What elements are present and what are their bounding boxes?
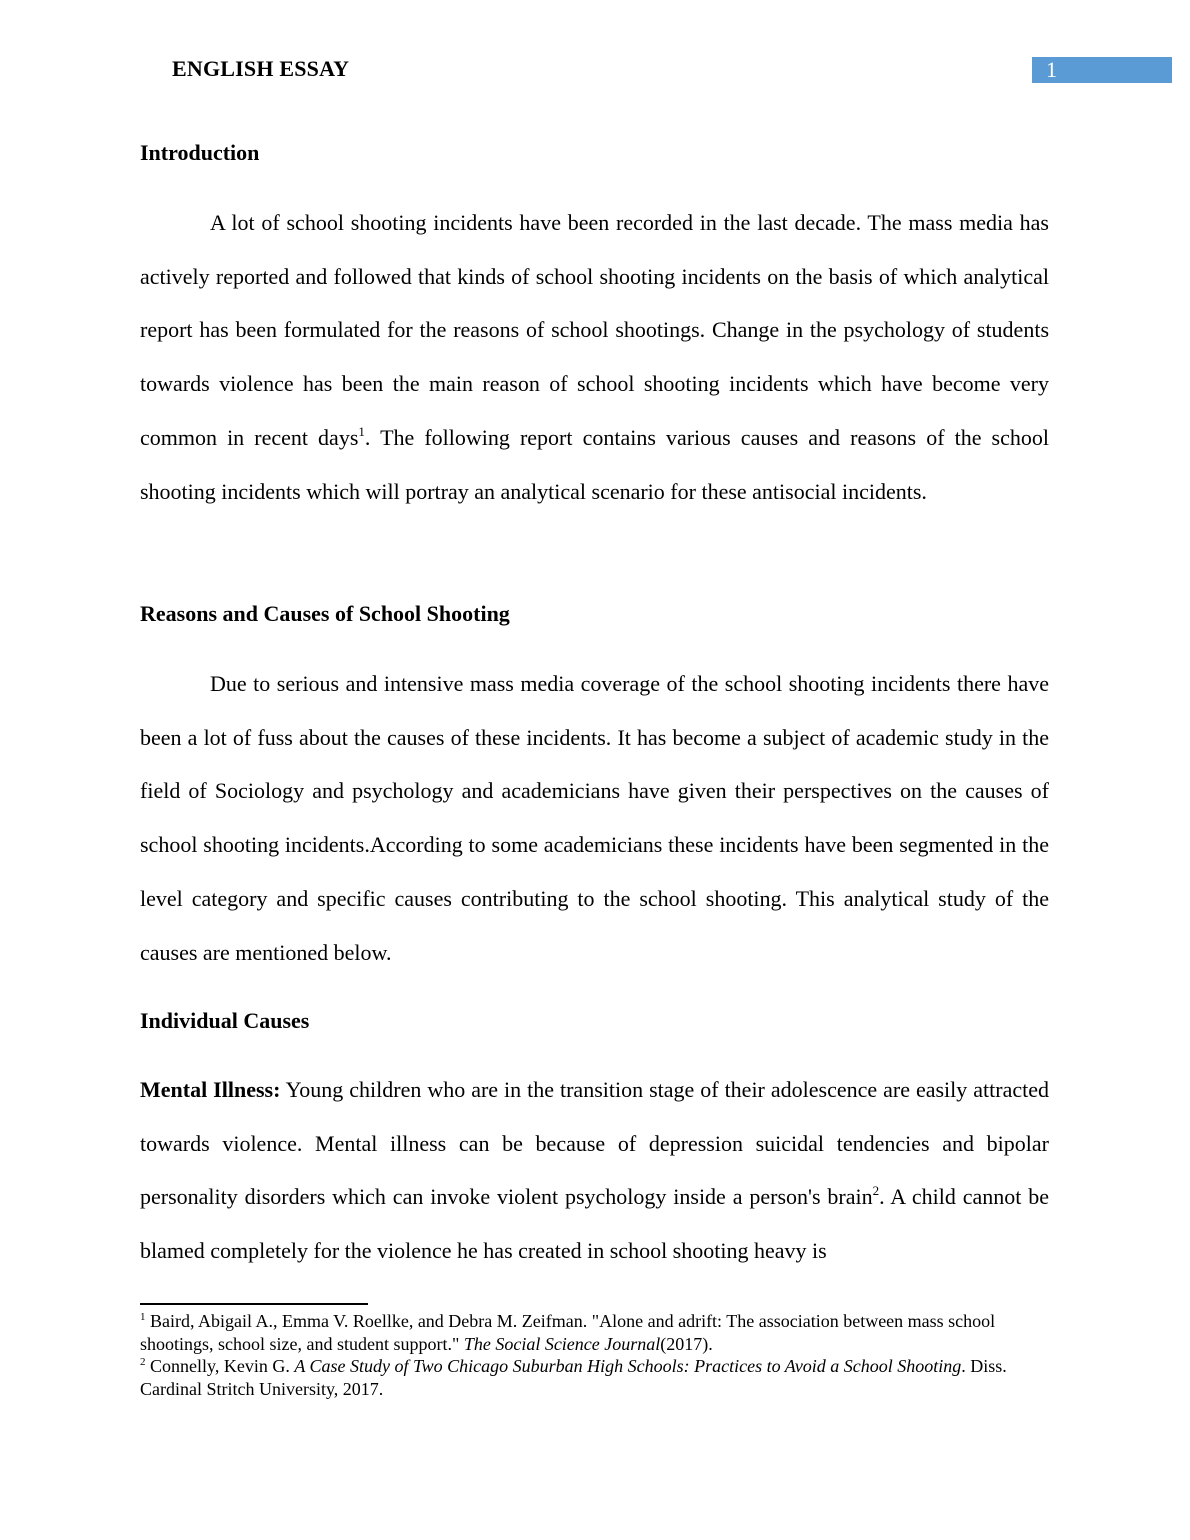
- footnote-ref-1[interactable]: 1: [358, 423, 365, 439]
- footnote-2: [140, 1355, 1060, 1400]
- footnote-number: 1: [140, 1311, 146, 1323]
- individual-text-b: . A child cannot be blamed completely for the violence he has created in school shooting heavy is: [140, 1184, 1049, 1264]
- individual-paragraph: [140, 1063, 1049, 1278]
- footnote-1: [140, 1310, 1060, 1355]
- page-number-box: [1032, 57, 1172, 83]
- footnote-ref-2[interactable]: 2: [872, 1183, 880, 1199]
- intro-text-b: . The following report contains various causes and reasons of the school shooting incidents which will portray an analytical scenario for these antisocial incidents.: [140, 424, 1049, 504]
- page-number: 1: [1046, 57, 1057, 82]
- footnote-text: Baird, Abigail A., Emma V. Roellke, and Debra M. Zeifman. "Alone and adrift: The association between mass school shootings, school size, and student support.": [140, 1311, 996, 1354]
- section-heading-individual: Individual Causes: [140, 1008, 310, 1033]
- section-heading-reasons: Reasons and Causes of School Shooting: [140, 601, 510, 626]
- footnote-journal-title: The Social Science Journal: [463, 1333, 661, 1354]
- footnote-number: 2: [140, 1356, 146, 1368]
- mental-illness-lead: Mental Illness:: [140, 1077, 281, 1102]
- footnote-text: (2017).: [660, 1333, 713, 1354]
- section-heading-introduction: Introduction: [140, 140, 260, 165]
- individual-text-a: Young children who are in the transition stage of their adolescence are easily attracted towards violence. Mental illness can be because of depression suicidal tendencies and bipolar personality disorders which can invoke violent psychology inside a person's brain: [140, 1077, 1049, 1210]
- footnote-text: Connelly, Kevin G.: [145, 1356, 295, 1376]
- reasons-paragraph: [140, 657, 1049, 979]
- reasons-text: Due to serious and intensive mass media coverage of the school shooting incidents there have been a lot of fuss about the causes of these incidents. It has become a subject of academic study in the field of Sociology and psychology and academicians have given their perspectives on the causes of school shooting incidents.According to some academicians these incidents have been segmented in the level category and specific causes contributing to the school shooting. This analytical study of the causes are mentioned below.: [140, 671, 1049, 965]
- intro-paragraph: [140, 196, 1049, 518]
- footnote-work-title: A Case Study of Two Chicago Suburban High Schools: Practices to Avoid a School Shooting: [294, 1356, 962, 1376]
- footnotes: [140, 1310, 1060, 1400]
- footnote-separator: [140, 1303, 368, 1305]
- intro-text-a: A lot of school shooting incidents have been recorded in the last decade. The mass media has actively reported and followed that kinds of school shooting incidents on the basis of which analytical report has been formulated for the reasons of school shootings. Change in the psychology of students towards violence has been the main reason of school shooting incidents which have become very common in recent days: [140, 210, 1049, 450]
- footnote-text: . Diss. Cardinal Stritch University, 2017.: [140, 1356, 1007, 1399]
- header-title: ENGLISH ESSAY: [172, 56, 350, 81]
